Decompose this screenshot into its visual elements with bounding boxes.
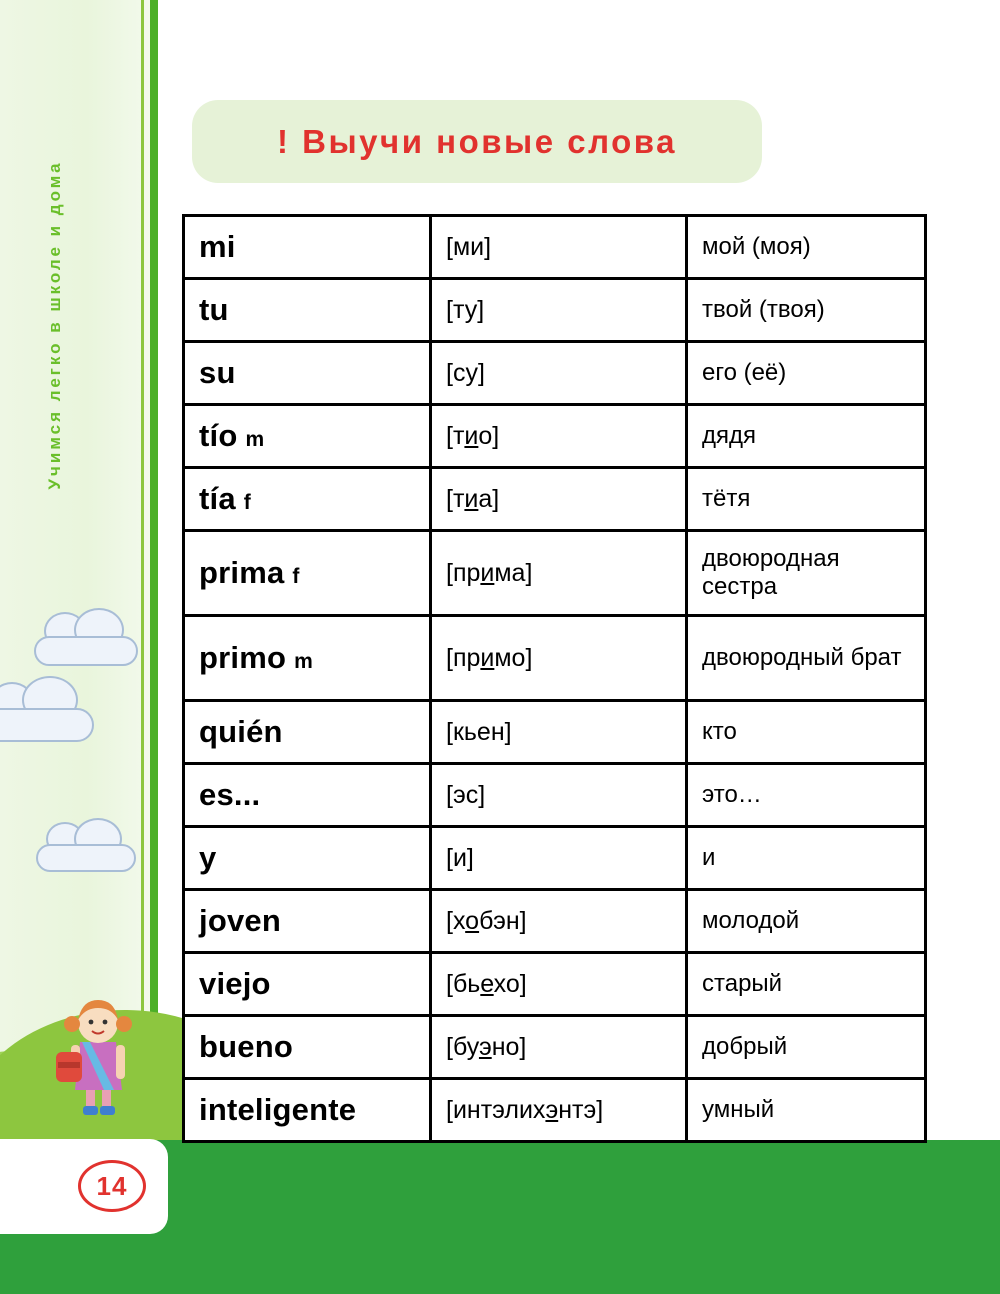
table-row <box>184 953 926 1016</box>
cell-translation: умный <box>687 1079 926 1142</box>
table-row <box>184 827 926 890</box>
cell-translation: добрый <box>687 1016 926 1079</box>
table-row <box>184 890 926 953</box>
cell-transcription: [буэно] <box>431 1016 687 1079</box>
banner-title: ! Выучи новые слова <box>277 122 677 160</box>
section-banner <box>192 100 762 183</box>
cell-spanish: mi <box>184 216 431 279</box>
cell-spanish: su <box>184 342 431 405</box>
cell-spanish: prima f <box>184 531 431 616</box>
cloud-icon-1 <box>30 608 140 670</box>
left-decorative-band <box>0 0 158 1140</box>
cell-transcription: [ми] <box>431 216 687 279</box>
cell-spanish: bueno <box>184 1016 431 1079</box>
cell-spanish: tía f <box>184 468 431 531</box>
cell-translation: дядя <box>687 405 926 468</box>
table-row <box>184 1079 926 1142</box>
cell-spanish: inteligente <box>184 1079 431 1142</box>
cell-transcription: [кьен] <box>431 701 687 764</box>
cell-translation: это… <box>687 764 926 827</box>
cell-translation: двоюродная сестра <box>687 531 926 616</box>
girl-illustration <box>42 990 152 1120</box>
cell-transcription: [прима] <box>431 531 687 616</box>
cell-translation: кто <box>687 701 926 764</box>
table-row <box>184 1016 926 1079</box>
table-row <box>184 701 926 764</box>
vocabulary-table <box>182 214 927 1143</box>
cell-translation: мой (моя) <box>687 216 926 279</box>
cell-translation: твой (твоя) <box>687 279 926 342</box>
cell-transcription: [хобэн] <box>431 890 687 953</box>
cell-spanish: tu <box>184 279 431 342</box>
table-row <box>184 531 926 616</box>
series-label: Учимся легко в школе и дома <box>45 160 64 490</box>
cell-spanish: primo m <box>184 616 431 701</box>
cell-transcription: [ту] <box>431 279 687 342</box>
table-row <box>184 616 926 701</box>
cell-transcription: [су] <box>431 342 687 405</box>
left-band-rule <box>150 0 158 1140</box>
cell-spanish: joven <box>184 890 431 953</box>
cell-transcription: [интэлихэнтэ] <box>431 1079 687 1142</box>
table-row <box>184 342 926 405</box>
cell-transcription: [тио] <box>431 405 687 468</box>
cell-spanish: viejo <box>184 953 431 1016</box>
vocabulary-table-body <box>184 216 926 1142</box>
table-row <box>184 216 926 279</box>
cell-transcription: [и] <box>431 827 687 890</box>
cloud-icon-3 <box>34 818 139 876</box>
cell-translation: его (её) <box>687 342 926 405</box>
table-row <box>184 764 926 827</box>
cell-translation: и <box>687 827 926 890</box>
cell-spanish: y <box>184 827 431 890</box>
cell-transcription: [примо] <box>431 616 687 701</box>
page-number: 14 <box>78 1160 146 1212</box>
cell-transcription: [тиа] <box>431 468 687 531</box>
cell-spanish: es... <box>184 764 431 827</box>
table-row <box>184 279 926 342</box>
table-row <box>184 468 926 531</box>
cell-transcription: [эс] <box>431 764 687 827</box>
table-row <box>184 405 926 468</box>
cell-spanish: tío m <box>184 405 431 468</box>
cell-spanish: quién <box>184 701 431 764</box>
left-band-inner-rule <box>141 0 144 1140</box>
cell-translation: тётя <box>687 468 926 531</box>
cell-transcription: [бьехо] <box>431 953 687 1016</box>
cloud-icon-2 <box>0 676 100 746</box>
cell-translation: старый <box>687 953 926 1016</box>
cell-translation: двоюродный брат <box>687 616 926 701</box>
cell-translation: молодой <box>687 890 926 953</box>
